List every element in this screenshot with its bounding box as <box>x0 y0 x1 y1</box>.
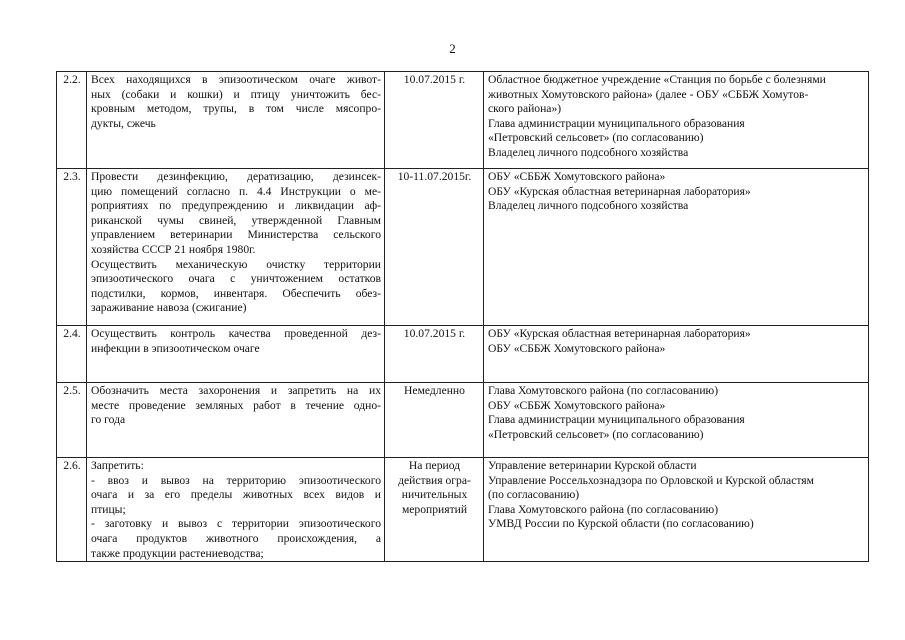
responsible-line: Владелец личного подсобного хозяйства <box>488 199 689 213</box>
table-row-2-3 <box>57 169 869 326</box>
action-line: очага и за его пределы животных всех видов и <box>91 488 381 502</box>
term-cell <box>385 169 484 326</box>
action-line: ных (собаки и кошки) и птицу уничтожить бес- <box>91 87 381 101</box>
action-line: цию помещений согласно п. 4.4 Инструкции о ме- <box>91 184 381 198</box>
term-line: мероприятий <box>401 502 468 516</box>
action-line: хозяйства СССР 21 ноября 1980г. <box>91 242 256 256</box>
action-line: Осуществить механическую очистку территории <box>91 257 381 271</box>
action-line: Осуществить контроль качества проведенной дез- <box>91 327 381 340</box>
action-line: управлением ветеринарии Министерства сельского <box>91 228 381 242</box>
action-line: птицы; <box>91 502 126 516</box>
responsible-line: Областное бюджетное учреждение «Станция по борьбе с болезнями <box>488 73 826 86</box>
responsible-cell <box>484 458 869 562</box>
responsible-cell <box>484 326 869 383</box>
measures-table <box>56 71 869 562</box>
action-line: очага продуктов животного происхождения, а <box>91 531 381 545</box>
action-line: - заготовку и вывоз с территории эпизоотического <box>91 517 381 531</box>
term-line: Немедленно <box>404 384 465 397</box>
table-row-2-2 <box>57 72 869 169</box>
action-line: Запретить: <box>91 459 144 472</box>
row-number: 2.4. <box>57 326 87 383</box>
action-line: дукты, сжечь <box>91 116 156 130</box>
action-cell <box>87 458 385 562</box>
responsible-line: Управление ветеринарии Курской области <box>488 459 697 472</box>
responsible-line: Глава администрации муниципального образования <box>488 413 745 427</box>
responsible-line: Владелец личного подсобного хозяйства <box>488 145 689 159</box>
term-cell <box>385 326 484 383</box>
action-line: риканской чумы свиней, утвержденной Главным <box>91 213 381 227</box>
action-line: месте проведение земляных работ в течение одно- <box>91 398 381 412</box>
row-number: 2.3. <box>57 169 87 326</box>
responsible-line: «Петровский сельсовет» (по согласованию) <box>488 131 704 145</box>
responsible-line: Глава Хомутовского района (по согласованию) <box>488 502 719 516</box>
responsible-line: Глава администрации муниципального образования <box>488 116 745 130</box>
row-number: 2.5. <box>57 383 87 458</box>
table-row-2-5 <box>57 383 869 458</box>
term-line: действия огра- <box>398 473 471 487</box>
term-line: ничительных <box>401 488 468 502</box>
term-line: 10.07.2015 г. <box>403 327 466 340</box>
responsible-line: (по согласованию) <box>488 488 580 502</box>
responsible-cell <box>484 72 869 169</box>
responsible-line: Управление Россельхознадзора по Орловской и Курской областям <box>488 473 814 487</box>
term-line: 10.07.2015 г. <box>403 73 466 86</box>
action-line: - ввоз и вывоз на территорию эпизоотического <box>91 473 381 487</box>
action-line: роприятиях по предупреждению и ликвидации аф- <box>91 199 381 213</box>
term-cell <box>385 383 484 458</box>
responsible-line: ского района») <box>488 102 562 116</box>
action-line: зараживание навоза (сжигание) <box>91 301 247 315</box>
responsible-cell <box>484 383 869 458</box>
responsible-line: ОБУ «СББЖ Хомутовского района» <box>488 341 666 355</box>
term-line: 10-11.07.2015г. <box>397 170 472 183</box>
action-line: кровным методом, трупы, в том числе мясопро- <box>91 102 381 116</box>
term-cell <box>385 72 484 169</box>
action-cell <box>87 169 385 326</box>
action-line: инфекции в эпизоотическом очаге <box>91 341 260 355</box>
page-number: 2 <box>449 41 456 56</box>
action-line: Всех находящихся в эпизоотическом очаге живот- <box>91 73 381 86</box>
responsible-line: Глава Хомутовского района (по согласованию) <box>488 384 719 397</box>
action-line: го года <box>91 413 126 427</box>
term-line: На период <box>408 459 461 472</box>
table-row-2-6 <box>57 458 869 562</box>
responsible-line: ОБУ «Курская областная ветеринарная лаборатория» <box>488 327 751 340</box>
action-line: Провести дезинфекцию, дератизацию, дезинсек- <box>91 170 381 183</box>
action-cell <box>87 383 385 458</box>
action-line: эпизоотического очага с уничтожением остатков <box>91 272 381 286</box>
responsible-line: ОБУ «Курская областная ветеринарная лаборатория» <box>488 184 751 198</box>
table-row-2-4 <box>57 326 869 383</box>
row-number: 2.6. <box>57 458 87 562</box>
responsible-line: ОБУ «СББЖ Хомутовского района» <box>488 398 666 412</box>
row-number: 2.2. <box>57 72 87 169</box>
action-line: также продукции растениеводства; <box>91 546 264 560</box>
responsible-line: животных Хомутовского района» (далее - ОБУ «СББЖ Хомутов- <box>488 87 809 101</box>
action-cell <box>87 72 385 169</box>
action-line: подстилки, кормов, инвентаря. Обеспечить обез- <box>91 286 381 300</box>
responsible-line: ОБУ «СББЖ Хомутовского района» <box>488 170 666 183</box>
action-cell <box>87 326 385 383</box>
action-line: Обозначить места захоронения и запретить на их <box>91 384 381 397</box>
responsible-cell <box>484 169 869 326</box>
term-cell <box>385 458 484 562</box>
responsible-line: УМВД России по Курской области (по согласованию) <box>488 517 754 531</box>
responsible-line: «Петровский сельсовет» (по согласованию) <box>488 427 704 441</box>
